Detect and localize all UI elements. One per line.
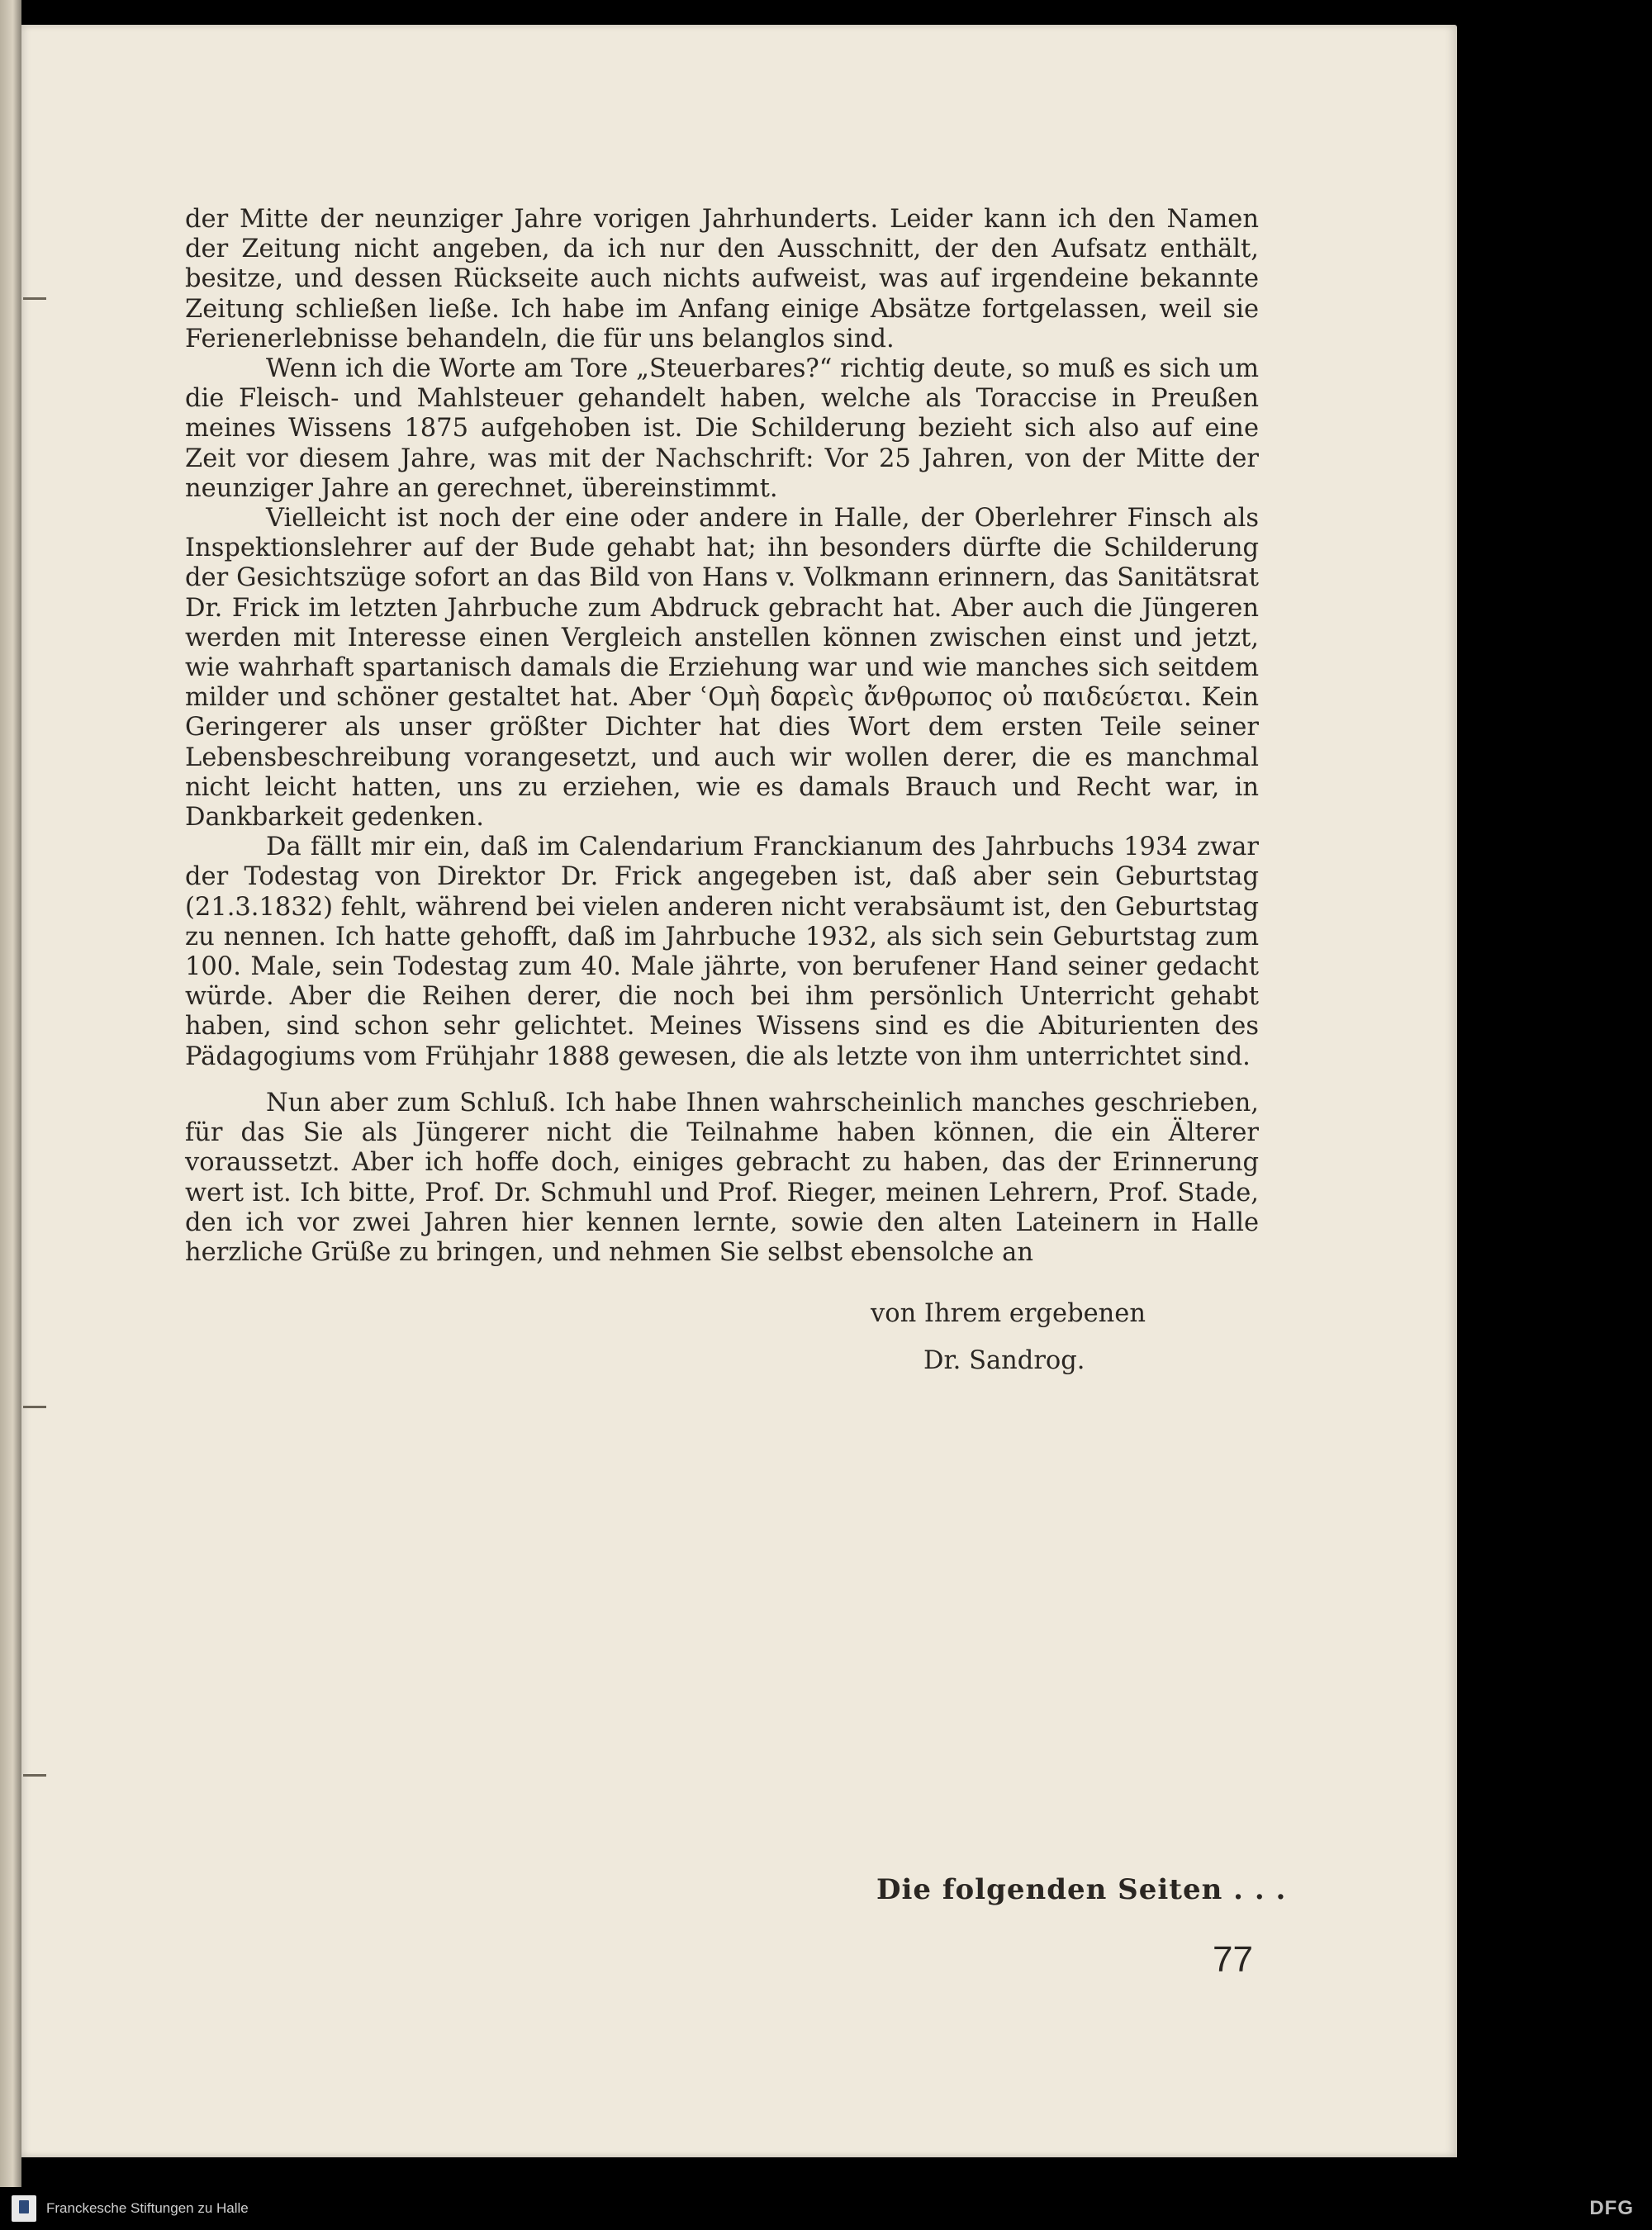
binding-stitch	[23, 1774, 46, 1777]
binding-stitch	[23, 297, 46, 300]
closing-salutation: von Ihrem ergebenen	[871, 1299, 1146, 1328]
paragraph-5: Nun aber zum Schluß. Ich habe Ihnen wahrscheinlich manches geschrieben, für das Sie als Jüngerer nicht die Teilnahme haben können, die ein Älterer voraussetzt. Aber ich hoffe doch, einiges gebracht zu haben, das der Erinnerung wert ist. Ich bitte, Prof. Dr. Schmuhl und Prof. Rieger, meinen Lehrern, Prof. Stade, den ich vor zwei Jahren hier kennen lernte, sowie den alten Lateinern in Halle herzliche Grüße zu bringen, und nehmen Sie selbst ebensolche an	[185, 1088, 1259, 1267]
paragraph-4: Da fällt mir ein, daß im Calendarium Franckianum des Jahrbuchs 1934 zwar der Todestag von Direktor Dr. Frick angegeben ist, daß aber sein Geburtstag (21.3.1832) fehlt, während bei vielen anderen nicht verabsäumt ist, den Geburtstag zu nennen. Ich hatte gehofft, daß im Jahrbuche 1932, als sich sein Geburtstag zum 100. Male, sein Todestag zum 40. Male jährte, von berufener Hand seiner gedacht würde. Aber die Reihen derer, die noch bei ihm persönlich Unterricht gehabt haben, sind schon sehr gelichtet. Meines Wissens sind es die Abiturienten des Pädagogiums vom Frühjahr 1888 gewesen, die als letzte von ihm unterrichtet sind.	[185, 833, 1259, 1071]
binding-stitch	[23, 1406, 46, 1408]
signature: Dr. Sandrog.	[923, 1346, 1085, 1375]
viewer-footer	[0, 2187, 1652, 2230]
document-page	[21, 25, 1457, 2157]
body-text	[185, 205, 1259, 1268]
next-pages-note: Die folgenden Seiten . . .	[876, 1873, 1287, 1906]
page-number: 77	[1213, 1939, 1253, 1980]
paragraph-gap	[185, 1072, 1259, 1089]
institution-logo-icon	[12, 2195, 36, 2222]
dfg-logo: DFG	[1589, 2197, 1634, 2219]
paragraph-2: Wenn ich die Worte am Tore „Steuerbares?“ richtig deute, so muß es sich um die Fleisch- und Mahlsteuer gehandelt haben, welche als Toraccise in Preußen meines Wissens 1875 aufgehoben ist. Die Schilderung bezieht sich also auf eine Zeit vor diesem Jahre, was mit der Nachschrift: Vor 25 Jahren, von der Mitte der neunziger Jahre an gerechnet, übereinstimmt.	[185, 354, 1259, 503]
paragraph-1: der Mitte der neunziger Jahre vorigen Jahrhunderts. Leider kann ich den Namen der Zeitung nicht angeben, da ich nur den Ausschnitt, der den Aufsatz enthält, besitze, und dessen Rückseite auch nichts aufweist, was auf irgendeine bekannte Zeitung schließen ließe. Ich habe im Anfang einige Absätze fortgelassen, weil sie Ferienerlebnisse behandeln, die für uns belanglos sind.	[185, 205, 1259, 353]
left-page-edge	[0, 0, 21, 2187]
paragraph-3: Vielleicht ist noch der eine oder andere in Halle, der Oberlehrer Finsch als Inspektionslehrer auf der Bude gehabt hat; ihn besonders dürfte die Schilderung der Gesichtszüge sofort an das Bild von Hans v. Volkmann erinnern, das Sanitätsrat Dr. Frick im letzten Jahrbuche zum Abdruck gebracht hat. Aber auch die Jüngeren werden mit Interesse einen Vergleich anstellen können zwischen einst und jetzt, wie wahrhaft spartanisch damals die Erziehung war und wie manches sich seitdem milder und schöner gestaltet hat. Aber ʿΟμὴ δαρεὶς ἄνθρωπος οὐ παιδεύεται. Kein Geringerer als unser größter Dichter hat dies Wort dem ersten Teile seiner Lebensbeschreibung vorangesetzt, und auch wir wollen derer, die es manchmal nicht leicht hatten, uns zu erziehen, wie es damals Brauch und Recht war, in Dankbarkeit gedenken.	[185, 504, 1259, 833]
institution-label: Franckesche Stiftungen zu Halle	[46, 2200, 249, 2216]
